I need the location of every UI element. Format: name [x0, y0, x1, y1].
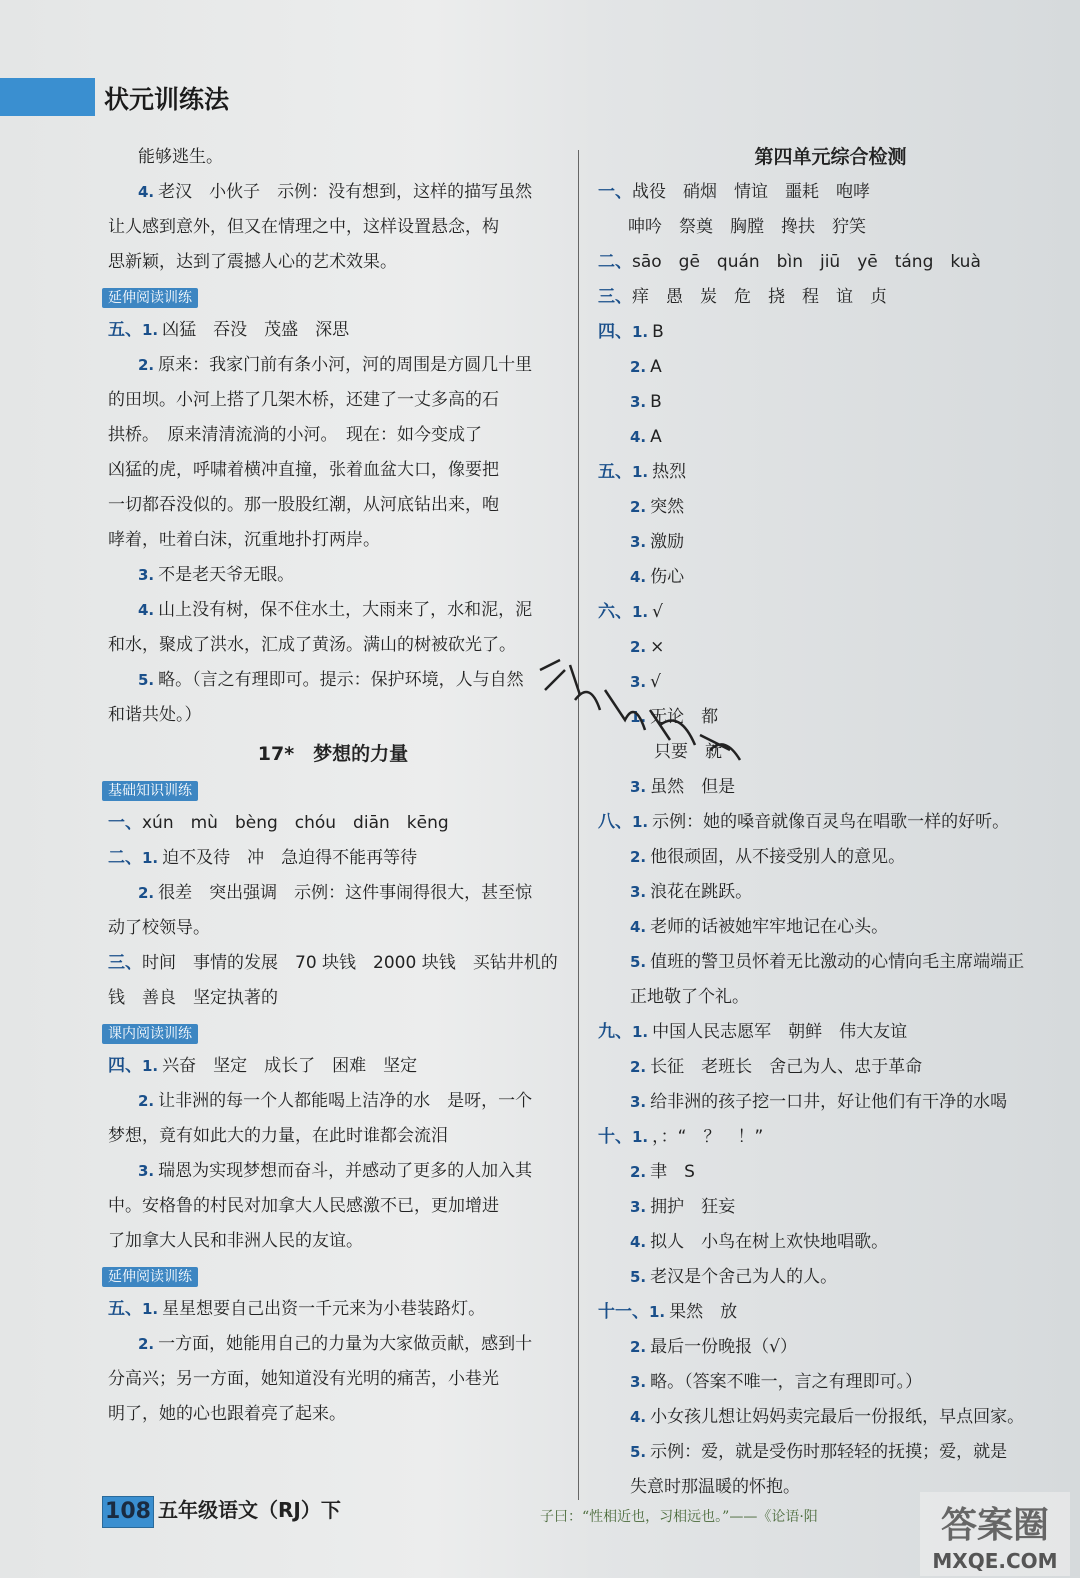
- left-column: [108, 140, 558, 1432]
- section-number: 六、: [598, 602, 632, 622]
- item-number: 2.: [138, 1092, 155, 1110]
- watermark-logo: [920, 1492, 1070, 1576]
- answer-text: 热烈: [652, 462, 687, 482]
- page-number: 108: [102, 1496, 154, 1528]
- answer-line: 的田坝。小河上搭了几架木桥，还建了一丈多高的石: [108, 390, 499, 410]
- item-number: 1.: [142, 1300, 159, 1318]
- item-number: 2.: [630, 848, 647, 866]
- answer-text: B: [650, 392, 662, 412]
- item-number: 2.: [138, 1335, 155, 1353]
- right-column: [598, 140, 1063, 1505]
- answer-text: 拥护 狂妄: [650, 1197, 736, 1217]
- answer-text: 伤心: [650, 567, 685, 587]
- section-number: 十一、: [598, 1302, 649, 1322]
- answer-line: 思新颖，达到了震撼人心的艺术效果。: [108, 252, 397, 272]
- item-number: 3.: [630, 1093, 647, 1111]
- section-number: 一、: [108, 813, 142, 833]
- item-number: 5.: [630, 1443, 647, 1461]
- item-number: 4.: [138, 183, 155, 201]
- footer-quote: 子曰：“性相近也，习相远也。”——《论语·阳: [540, 1509, 818, 1525]
- answer-text: 示例：爱，就是受伤时那轻轻的抚摸；爱，就是: [650, 1442, 1008, 1462]
- answer-text: 虽然 但是: [650, 777, 736, 797]
- answer-text: B: [652, 322, 664, 342]
- section-number: 五、: [108, 320, 142, 340]
- answer-text: 山上没有树，保不住水土，大雨来了，水和泥，泥: [158, 600, 533, 620]
- item-number: 3.: [630, 393, 647, 411]
- section-number: 八、: [598, 812, 632, 832]
- answer-text: 星星想要自己出资一千元来为小巷装路灯。: [162, 1299, 486, 1319]
- item-number: 5.: [630, 1268, 647, 1286]
- item-number: 2.: [630, 498, 647, 516]
- answer-line: 呻吟 祭奠 胸膛 搀扶 狞笑: [628, 217, 866, 237]
- answer-line: 动了校领导。: [108, 918, 210, 938]
- answer-text: 中国人民志愿军 朝鲜 伟大友谊: [652, 1022, 908, 1042]
- watermark-text: 答案圈: [940, 1505, 1050, 1546]
- answer-text: 值班的警卫员怀着无比激动的心情向毛主席端端正: [650, 952, 1025, 972]
- answer-line: 正地敬了个礼。: [630, 987, 749, 1007]
- answer-text: 一方面，她能用自己的力量为大家做贡献，感到十: [158, 1334, 533, 1354]
- header-accent-bar: [0, 78, 95, 116]
- answer-line: 和水，聚成了洪水，汇成了黄汤。满山的树被砍光了。: [108, 635, 516, 655]
- answer-text: 略。（答案不唯一，言之有理即可。）: [650, 1372, 923, 1392]
- answer-text: 给非洲的孩子挖一口井，好让他们有干净的水喝: [650, 1092, 1008, 1112]
- item-number: 3.: [630, 778, 647, 796]
- unit-test-title: 第四单元综合检测: [754, 146, 907, 168]
- item-number: 1.: [649, 1303, 666, 1321]
- answer-line: 哮着，吐着白沫，沉重地扑打两岸。: [108, 530, 380, 550]
- answer-text: 老汉 小伙子 示例：没有想到，这样的描写虽然: [158, 182, 533, 202]
- answer-text: 聿 S: [650, 1162, 695, 1182]
- header-title: 状元训练法: [104, 85, 230, 114]
- item-number: 3.: [138, 1162, 155, 1180]
- answer-line: 让人感到意外，但又在情理之中，这样设置悬念，构: [108, 217, 499, 237]
- item-number: 4.: [630, 1408, 647, 1426]
- answer-text: 小女孩儿想让妈妈卖完最后一份报纸，早点回家。: [650, 1407, 1025, 1427]
- item-number: 2.: [138, 356, 155, 374]
- section-tag: 基础知识训练: [102, 781, 198, 801]
- answer-text: 原来：我家门前有条小河，河的周围是方圆几十里: [158, 355, 533, 375]
- answer-text: 无论 都: [650, 707, 719, 727]
- answer-line: 梦想，竟有如此大的力量，在此时谁都会流泪: [108, 1126, 448, 1146]
- answer-text: A: [650, 427, 662, 447]
- answer-line: 只要 就: [654, 742, 722, 762]
- handwriting-scrawl: [530, 650, 760, 780]
- item-number: 4.: [630, 918, 647, 936]
- answer-line: 钱 善良 坚定执著的: [108, 988, 278, 1008]
- answer-text: 老师的话被她牢牢地记在心头。: [650, 917, 889, 937]
- item-number: 1.: [142, 1057, 159, 1075]
- answer-text: 果然 放: [669, 1302, 738, 1322]
- item-number: 4.: [630, 1233, 647, 1251]
- watermark-url: MXQE.COM: [932, 1549, 1058, 1573]
- section-number: 二、: [598, 252, 632, 272]
- item-number: 3.: [630, 673, 647, 691]
- item-number: 3.: [630, 883, 647, 901]
- item-number: 4.: [630, 428, 647, 446]
- section-tag: 延伸阅读训练: [102, 288, 198, 308]
- book-title: 五年级语文（RJ）下: [158, 1498, 341, 1522]
- answer-text: 长征 老班长 舍己为人、忠于革命: [650, 1057, 923, 1077]
- answer-line: 分高兴；另一方面，她知道没有光明的痛苦，小巷光: [108, 1369, 499, 1389]
- item-number: 2.: [630, 1058, 647, 1076]
- answer-line: 明了，她的心也跟着亮了起来。: [108, 1404, 346, 1424]
- answer-text: 不是老天爷无眼。: [158, 565, 295, 585]
- answer-text: 他很顽固，从不接受别人的意见。: [650, 847, 906, 867]
- answer-text: 示例：她的嗓音就像百灵鸟在唱歌一样的好听。: [652, 812, 1010, 832]
- item-number: 1.: [630, 708, 647, 726]
- answer-text: sāo gē quán bìn jiū yē táng kuà: [632, 252, 981, 272]
- item-number: 2.: [630, 638, 647, 656]
- answer-text: 迫不及待 冲 急迫得不能再等待: [162, 848, 418, 868]
- item-number: 2.: [630, 358, 647, 376]
- answer-text: 战役 硝烟 情谊 噩耗 咆哮: [632, 182, 870, 202]
- section-number: 二、: [108, 848, 142, 868]
- item-number: 1.: [142, 321, 159, 339]
- answer-text: 略。（言之有理即可。提示：保护环境，人与自然: [158, 670, 524, 690]
- item-number: 4.: [138, 601, 155, 619]
- item-number: 3.: [630, 533, 647, 551]
- answer-text: 浪花在跳跃。: [650, 882, 753, 902]
- item-number: 1.: [632, 1128, 649, 1146]
- answer-text: 老汉是个舍己为人的人。: [650, 1267, 838, 1287]
- answer-line: 拱桥。 原来清清流淌的小河。 现在：如今变成了: [108, 425, 482, 445]
- answer-text: 兴奋 坚定 成长了 困难 坚定: [162, 1056, 418, 1076]
- answer-text: 突然: [650, 497, 685, 517]
- answer-line: 凶猛的虎，呼啸着横冲直撞，张着血盆大口，像要把: [108, 460, 499, 480]
- answer-text: 让非洲的每一个人都能喝上洁净的水 是呀，一个: [158, 1091, 533, 1111]
- answer-text: 拟人 小鸟在树上欢快地唱歌。: [650, 1232, 889, 1252]
- item-number: 3.: [630, 1198, 647, 1216]
- section-number: 三、: [108, 953, 142, 973]
- section-tag: 延伸阅读训练: [102, 1267, 198, 1287]
- item-number: 2.: [630, 1338, 647, 1356]
- answer-line: 和谐共处。）: [108, 705, 202, 725]
- item-number: 3.: [630, 1373, 647, 1391]
- item-number: 1.: [632, 603, 649, 621]
- item-number: 2.: [138, 884, 155, 902]
- lesson-title: 17* 梦想的力量: [257, 743, 409, 765]
- section-number: 三、: [598, 287, 632, 307]
- item-number: 3.: [138, 566, 155, 584]
- answer-text: ，：“ ？ ！”: [652, 1127, 764, 1147]
- cross-mark: ×: [650, 637, 665, 657]
- answer-line: 中。安格鲁的村民对加拿大人民感激不已，更加增进: [108, 1196, 499, 1216]
- section-tag: 课内阅读训练: [102, 1024, 198, 1044]
- item-number: 1.: [632, 1023, 649, 1041]
- answer-text: A: [650, 357, 662, 377]
- section-number: 十、: [598, 1127, 632, 1147]
- answer-text: 最后一份晚报（√）: [650, 1337, 797, 1357]
- item-number: 1.: [632, 323, 649, 341]
- check-mark: √: [652, 602, 663, 622]
- item-number: 1.: [632, 813, 649, 831]
- answer-text: 痒 愚 炭 危 挠 程 谊 贞: [632, 287, 887, 307]
- item-number: 1.: [632, 463, 649, 481]
- item-number: 4.: [630, 568, 647, 586]
- item-number: 2.: [630, 1163, 647, 1181]
- item-number: 5.: [138, 671, 155, 689]
- answer-text: 凶猛 吞没 茂盛 深思: [162, 320, 350, 340]
- item-number: 5.: [630, 953, 647, 971]
- column-divider: [578, 150, 579, 1500]
- answer-text: xún mù bèng chóu diān kēng: [142, 813, 449, 833]
- item-number: 1.: [142, 849, 159, 867]
- answer-line: 了加拿大人民和非洲人民的友谊。: [108, 1231, 363, 1251]
- section-number: 五、: [108, 1299, 142, 1319]
- section-number: 五、: [598, 462, 632, 482]
- section-number: 四、: [598, 322, 632, 342]
- answer-text: 很差 突出强调 示例：这件事闹得很大，甚至惊: [158, 883, 533, 903]
- answer-line: 失意时那温暖的怀抱。: [630, 1477, 800, 1497]
- answer-text: 时间 事情的发展 70 块钱 2000 块钱 买钻井机的: [142, 953, 558, 973]
- section-number: 九、: [598, 1022, 632, 1042]
- answer-line: 能够逃生。: [138, 147, 223, 167]
- section-number: 一、: [598, 182, 632, 202]
- answer-line: 一切都吞没似的。那一股股红潮，从河底钻出来，咆: [108, 495, 499, 515]
- check-mark: √: [650, 672, 661, 692]
- section-number: 四、: [108, 1056, 142, 1076]
- answer-text: 瑞恩为实现梦想而奋斗，并感动了更多的人加入其: [158, 1161, 533, 1181]
- answer-text: 激励: [650, 532, 685, 552]
